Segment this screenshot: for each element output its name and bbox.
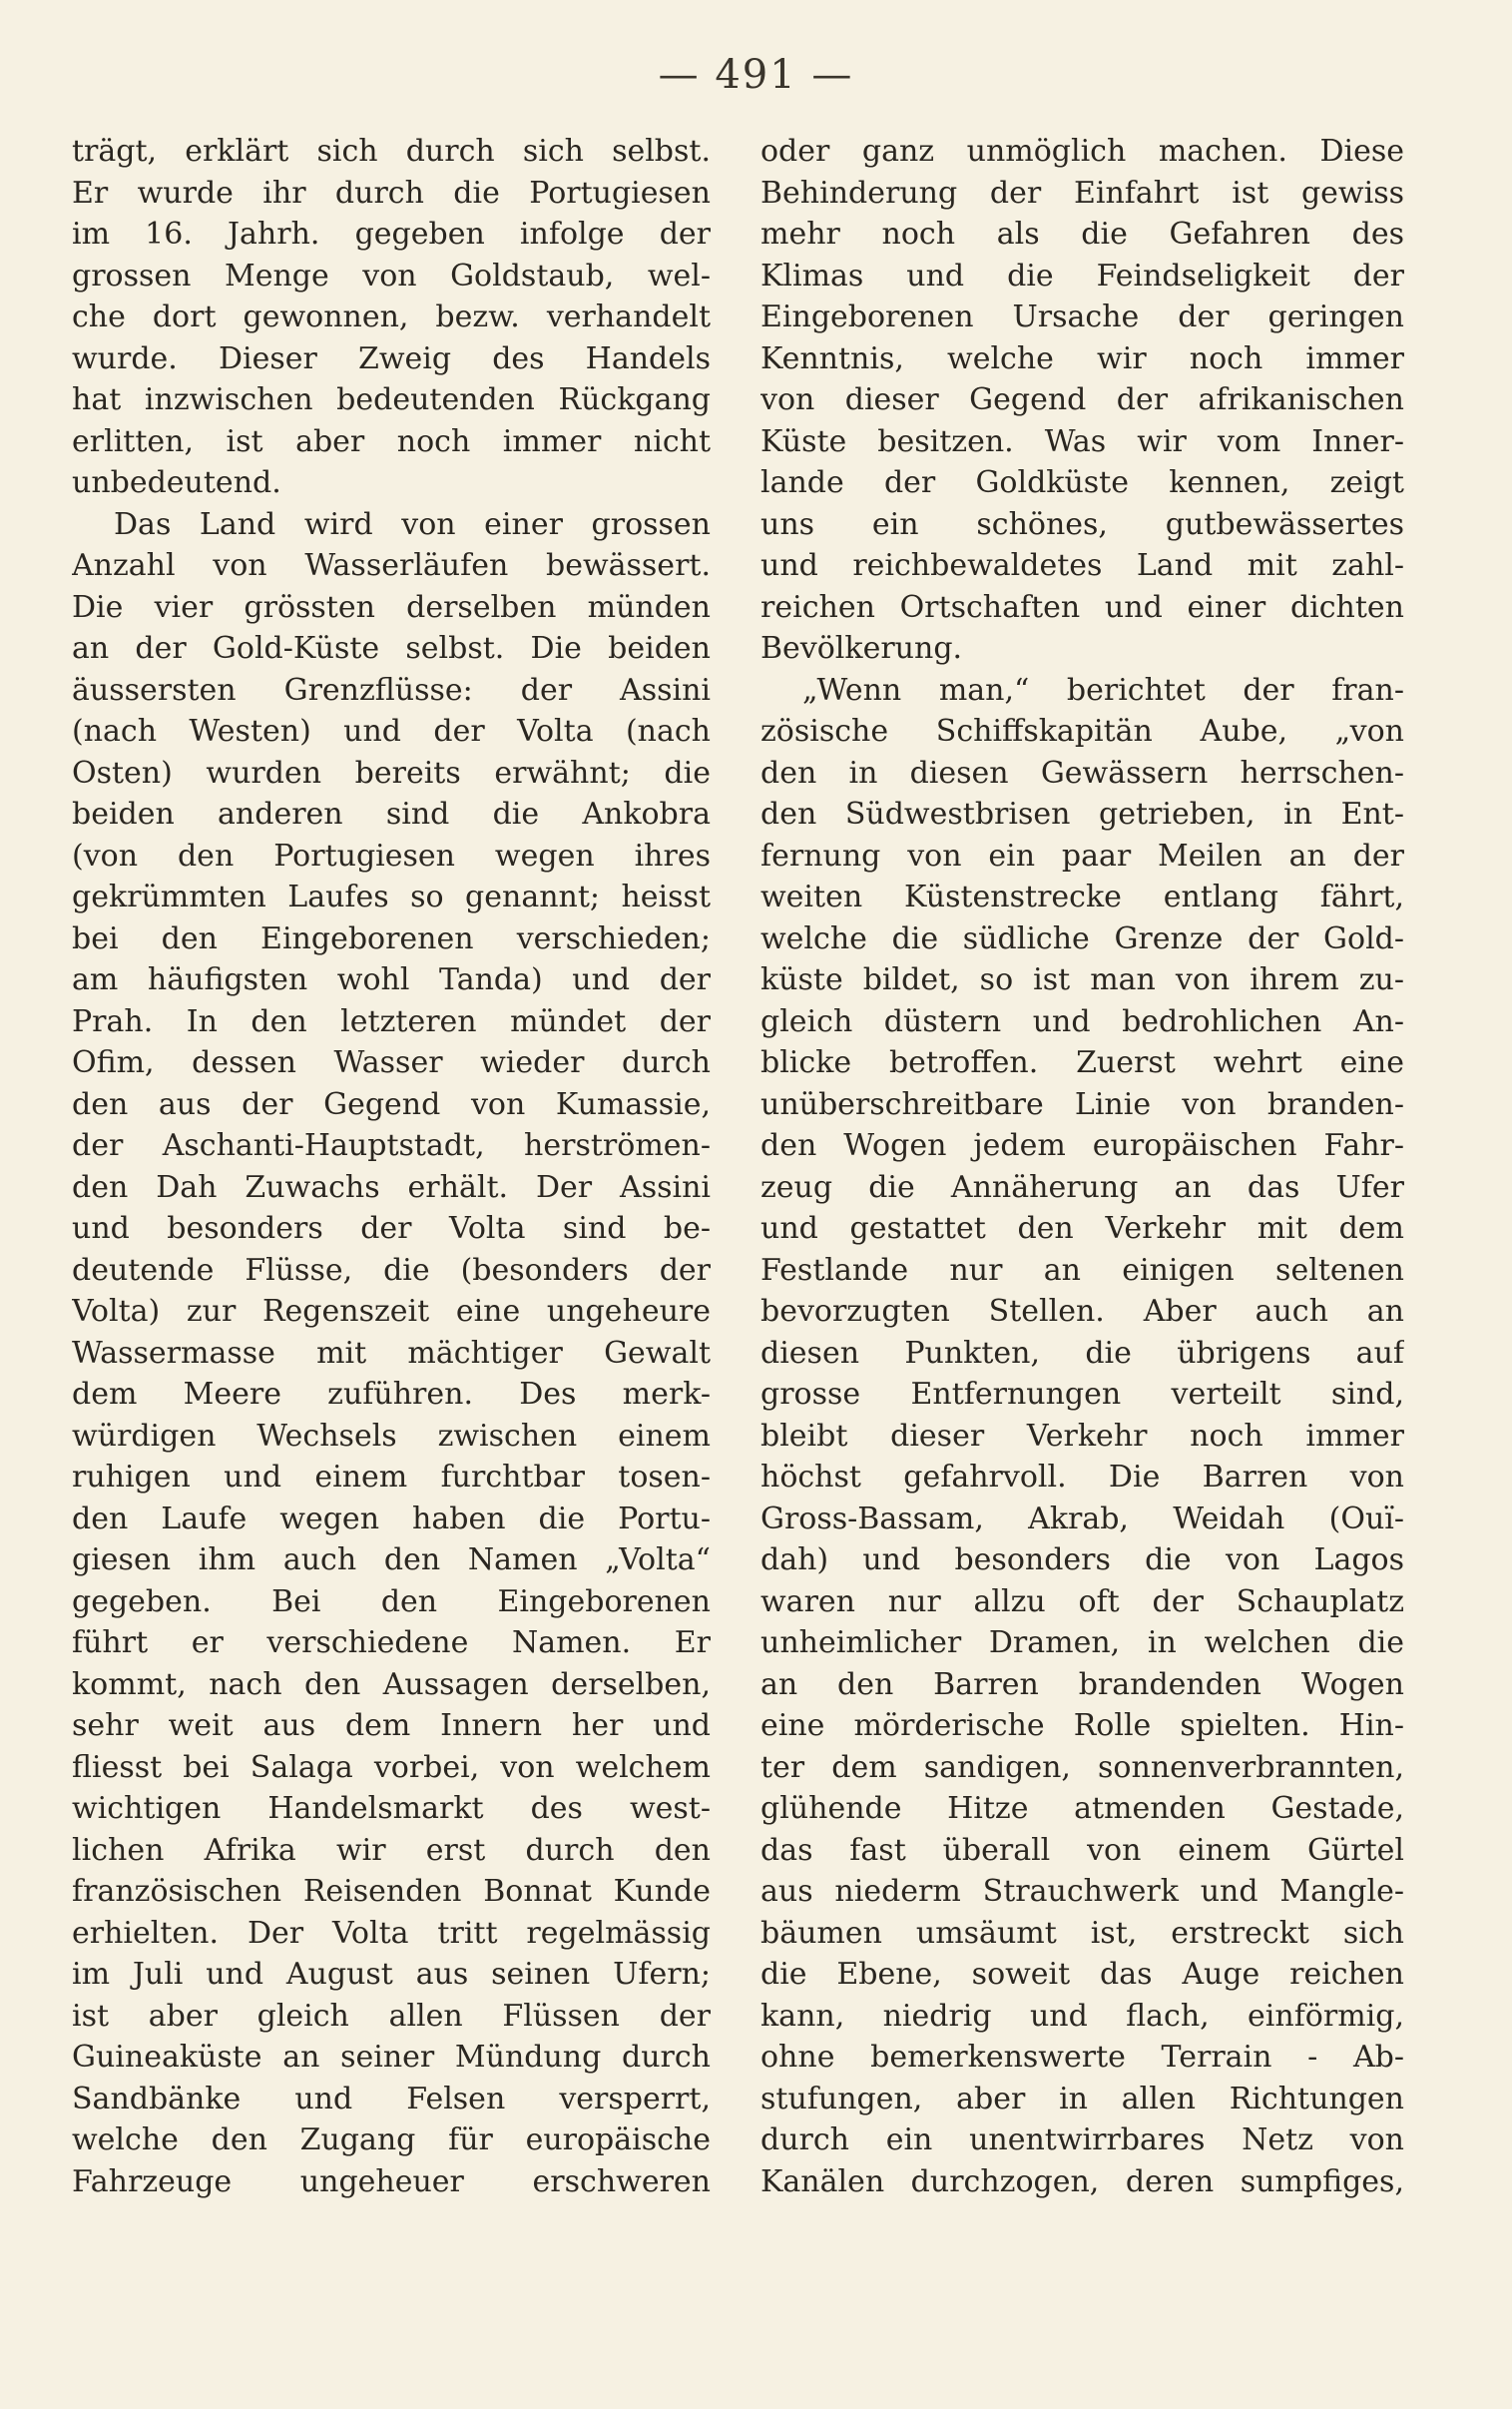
left-text-column [72,131,711,2202]
text-line: und besonders der Volta sind be- [72,1211,711,1246]
text-line: Kanälen durchzogen, deren sumpfiges, [760,2163,1404,2199]
text-line: erhielten. Der Volta tritt regelmässig [72,1915,711,1951]
text-line: Küste besitzen. Was wir vom Inner- [760,423,1404,459]
text-line: glühende Hitze atmenden Gestade, [760,1791,1404,1826]
text-line: fernung von ein paar Meilen an der [760,838,1404,874]
text-line: Wassermasse mit mächtiger Gewalt [72,1335,711,1371]
text-line: oder ganz unmöglich machen. Diese [760,134,1404,169]
text-line: fliesst bei Salaga vorbei, von welchem [72,1749,711,1785]
text-line: bevorzugten Stellen. Aber auch an [760,1294,1404,1329]
text-line: diesen Punkten, die übrigens auf [760,1335,1404,1371]
text-line: Die vier grössten derselben münden [72,589,711,625]
text-line: dah) und besonders die von Lagos [760,1542,1404,1577]
text-line: blicke betroffen. Zuerst wehrt eine [760,1045,1404,1080]
text-line: den Laufe wegen haben die Portu- [72,1501,711,1536]
text-line: Das Land wird von einer grossen [114,506,711,542]
text-line: Guineaküste an seiner Mündung durch [72,2040,711,2075]
text-line: führt er verschiedene Namen. Er [72,1625,711,1660]
text-line: Festlande nur an einigen seltenen [760,1252,1404,1288]
text-line: äussersten Grenzflüsse: der Assini [72,672,711,708]
text-line: unbedeutend. [72,465,281,500]
text-line: Bevölkerung. [760,631,963,666]
text-line: bäumen umsäumt ist, erstreckt sich [760,1915,1404,1951]
text-line: bleibt dieser Verkehr noch immer [760,1418,1404,1454]
text-line: Eingeborenen Ursache der geringen [760,300,1404,334]
text-line: küste bildet, so ist man von ihrem zu- [760,962,1404,997]
text-line: lande der Goldküste kennen, zeigt [760,465,1404,500]
text-line: Gross-Bassam, Akrab, Weidah (Ouï- [760,1501,1404,1536]
text-line: das fast überall von einem Gürtel [760,1832,1404,1868]
text-line: ruhigen und einem furchtbar tosen- [72,1460,711,1495]
text-line: „Wenn man,“ berichtet der fran- [802,672,1404,708]
text-line: lichen Afrika wir erst durch den [72,1832,711,1868]
text-line: Fahrzeuge ungeheuer erschweren [72,2163,711,2199]
text-line: der Aschanti-Hauptstadt, herströmen- [72,1128,711,1163]
text-line: an der Gold-Küste selbst. Die beiden [72,631,711,666]
text-line: uns ein schönes, gutbewässertes [760,506,1404,542]
text-line: Behinderung der Einfahrt ist gewiss [760,175,1404,211]
text-line: giesen ihm auch den Namen „Volta“ [72,1542,711,1577]
text-line: am häufigsten wohl Tanda) und der [72,962,711,997]
text-line: Prah. In den letzteren mündet der [72,1003,711,1039]
text-line: welche die südliche Grenze der Gold- [760,920,1404,956]
text-line: Anzahl von Wasserläufen bewässert. [72,548,711,583]
text-line: und reichbewaldetes Land mit zahl- [760,548,1404,583]
text-line: würdigen Wechsels zwischen einem [72,1418,711,1454]
text-line: Volta) zur Regenszeit eine ungeheure [72,1294,711,1329]
text-line: stufungen, aber in allen Richtungen [760,2081,1404,2116]
text-line: ohne bemerkenswerte Terrain - Ab- [760,2040,1404,2075]
text-line: aus niederm Strauchwerk und Mangle- [760,1874,1404,1909]
page-number: — 491 — [658,52,854,98]
text-line: deutende Flüsse, die (besonders der [72,1252,711,1288]
text-line: Sandbänke und Felsen versperrt, [72,2081,711,2116]
text-line: im Juli und August aus seinen Ufern; [72,1957,711,1992]
text-line: Er wurde ihr durch die Portugiesen [72,175,711,211]
text-line: hat inzwischen bedeutenden Rückgang [72,382,711,417]
text-line: grosse Entfernungen verteilt sind, [760,1377,1404,1412]
text-line: durch ein unentwirrbares Netz von [760,2122,1404,2157]
text-line: von dieser Gegend der afrikanischen [760,382,1404,417]
text-line: welche den Zugang für europäische [72,2122,711,2157]
text-line: zösische Schiffskapitän Aube, „von [760,714,1404,749]
text-line: eine mörderische Rolle spielten. Hin- [760,1708,1404,1743]
text-line: wurde. Dieser Zweig des Handels [72,340,711,376]
text-line: Osten) wurden bereits erwähnt; die [72,755,711,791]
text-line: ist aber gleich allen Flüssen der [72,1998,711,2034]
text-line: Klimas und die Feindseligkeit der [760,258,1404,294]
text-line: ter dem sandigen, sonnenverbrannten, [760,1749,1404,1785]
text-line: gekrümmten Laufes so genannt; heisst [72,880,711,914]
text-line: Ofim, dessen Wasser wieder durch [72,1045,711,1080]
text-line: beiden anderen sind die Ankobra [72,797,711,832]
text-line: an den Barren brandenden Wogen [760,1666,1404,1702]
text-line: Kenntnis, welche wir noch immer [760,340,1404,376]
text-line: zeug die Annäherung an das Ufer [760,1169,1404,1205]
text-line: trägt, erklärt sich durch sich selbst. [72,134,711,169]
text-line: unüberschreitbare Linie von branden- [760,1086,1404,1122]
text-line: unheimlicher Dramen, in welchen die [760,1625,1404,1660]
text-line: die Ebene, soweit das Auge reichen [760,1957,1404,1992]
text-line: sehr weit aus dem Innern her und [72,1708,711,1743]
text-line: und gestattet den Verkehr mit dem [760,1211,1404,1246]
text-line: reichen Ortschaften und einer dichten [760,589,1404,625]
text-line: (von den Portugiesen wegen ihres [72,838,711,874]
text-line: kommt, nach den Aussagen derselben, [72,1666,711,1702]
text-line: den Südwestbrisen getrieben, in Ent- [760,797,1404,832]
text-line: (nach Westen) und der Volta (nach [72,714,711,749]
text-line: den in diesen Gewässern herrschen- [760,755,1404,791]
text-line: höchst gefahrvoll. Die Barren von [760,1460,1404,1495]
text-line: den Wogen jedem europäischen Fahr- [760,1128,1404,1163]
text-line: bei den Eingeborenen verschieden; [72,920,711,956]
text-line: im 16. Jahrh. gegeben infolge der [72,217,711,252]
text-line: französischen Reisenden Bonnat Kunde [72,1874,711,1909]
right-text-column [760,131,1404,2202]
text-line: che dort gewonnen, bezw. verhandelt [72,300,711,334]
text-line: gegeben. Bei den Eingeborenen [72,1583,711,1619]
text-line: dem Meere zuführen. Des merk- [72,1377,711,1412]
text-line: gleich düstern und bedrohlichen An- [760,1003,1404,1039]
text-line: weiten Küstenstrecke entlang fährt, [760,880,1404,914]
text-line: grossen Menge von Goldstaub, wel- [72,258,711,294]
text-line: wichtigen Handelsmarkt des west- [72,1791,711,1826]
text-line: den Dah Zuwachs erhält. Der Assini [72,1169,711,1205]
text-line: erlitten, ist aber noch immer nicht [72,423,711,459]
text-line: mehr noch als die Gefahren des [760,217,1404,252]
text-line: den aus der Gegend von Kumassie, [72,1086,711,1122]
text-line: waren nur allzu oft der Schauplatz [760,1583,1404,1619]
text-line: kann, niedrig und flach, einförmig, [760,1998,1404,2034]
